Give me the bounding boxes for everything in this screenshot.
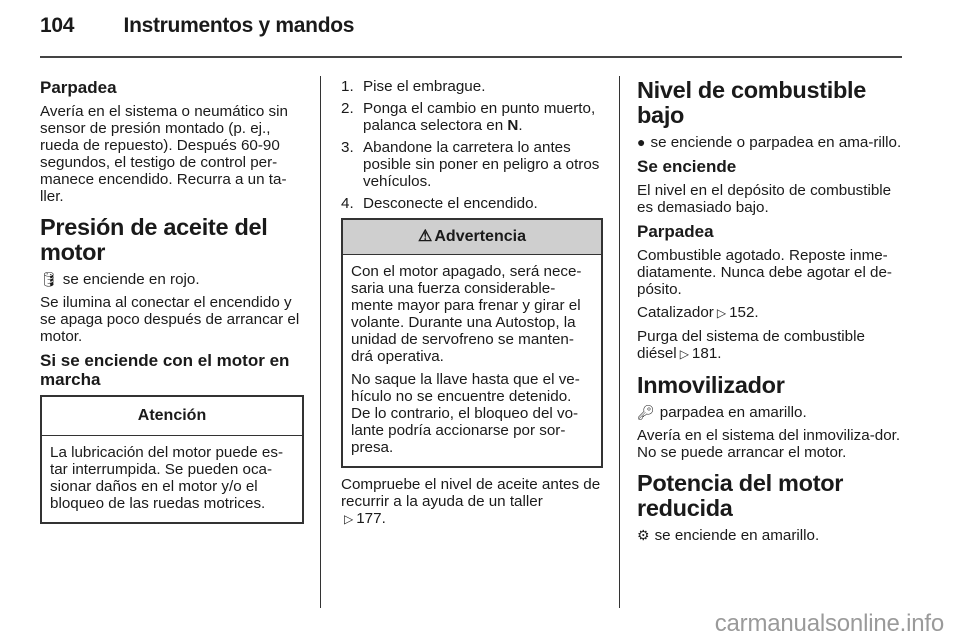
immobilizer-paragraph: Avería en el sistema del inmoviliza-dor. No se puede arrancar el motor. (637, 427, 901, 461)
steps-list (341, 78, 603, 212)
page-number: 104 (40, 14, 75, 37)
attention-title: Atención (42, 397, 302, 436)
page-ref-arrow-icon: ▷ (344, 512, 354, 526)
fuel-heading: Nivel de combustible bajo (637, 77, 867, 128)
oil-can-icon: 🛢︎ (40, 271, 58, 287)
oil-paragraph: Se ilumina al conectar el encendido y se apaga poco después de arrancar el motor. (40, 294, 300, 345)
fuel-indicator-icon: ● (637, 134, 646, 150)
column-1 (40, 78, 304, 532)
blink-heading: Parpadea (40, 78, 117, 97)
column-3 (637, 78, 902, 550)
watermark: carmanualsonline.info (714, 610, 944, 637)
reduced-power-line: ⚙︎ se enciende en amarillo. (637, 527, 820, 544)
check-oil-paragraph: Compruebe el nivel de aceite antes de recurrir a la ayuda de un taller ▷ 177. (341, 476, 601, 527)
column-divider (320, 76, 321, 608)
page-ref-arrow-icon: ▷ (679, 347, 689, 361)
list-item: 4. Desconecte el encendido. (341, 195, 538, 212)
reduced-power-icon: ⚙︎ (637, 527, 650, 543)
immobilizer-heading: Inmovilizador (637, 372, 785, 398)
reduced-power-heading: Potencia del motor reducida (637, 470, 844, 521)
oil-line: 🛢︎ se enciende en rojo. (40, 271, 200, 288)
warning-paragraph: No saque la llave hasta que el ve-hículo no se encuentre detenido. De lo contrario, el bloqueo del vo-lante podría accionarse por sor-presa. (351, 371, 580, 456)
attention-box (40, 395, 304, 524)
on-paragraph: El nivel en el depósito de combustible es demasiado bajo. (637, 182, 892, 216)
page-ref-arrow-icon: ▷ (716, 306, 727, 320)
list-item: 3. Abandone la carretera lo antes posible sin poner en peligro a otros vehículos. (341, 139, 600, 190)
warning-box (341, 218, 603, 468)
list-item: 2. Ponga el cambio en punto muerto, palanca selectora en N. (341, 100, 596, 134)
blink-heading: Parpadea (637, 222, 714, 241)
warning-header (343, 220, 601, 255)
column-divider (619, 76, 620, 608)
header-rule (40, 56, 902, 58)
blink-paragraph: Combustible agotado. Reposte inme-diatamente. Nunca debe agotar el de-pósito. (637, 247, 892, 298)
running-heading: Si se enciende con el motor en marcha (40, 351, 290, 389)
attention-text: La lubricación del motor puede es-tar interrumpida. Se pueden oca-sionar daños en el motor y/o el bloqueo de las ruedas motrices. (50, 444, 284, 512)
column-2 (341, 78, 603, 534)
page-header (40, 14, 902, 54)
page-title: Instrumentos y mandos (123, 14, 355, 37)
list-item: 1. Pise el embrague. (341, 78, 486, 95)
warning-triangle-icon: ⚠︎ (418, 228, 433, 245)
fuel-line: ● se enciende o parpadea en ama-rillo. (637, 134, 902, 151)
catalyst-ref: Catalizador ▷ 152. (637, 304, 759, 321)
immobilizer-icon: 🔑︎ (637, 404, 655, 420)
immobilizer-line: 🔑︎ parpadea en amarillo. (637, 404, 807, 421)
oil-pressure-heading: Presión de aceite del motor (40, 214, 268, 265)
blink-paragraph: Avería en el sistema o neumático sin sensor de presión montado (p. ej., rueda de repuesto). Después 60-90 segundos, el testigo de control per-manece encendido. Recurra a un ta-ller. (40, 103, 288, 205)
on-heading: Se enciende (637, 157, 737, 176)
warning-paragraph: Con el motor apagado, será nece-saria una fuerza considerable-mente mayor para frenar y girar el volante. Durante una Autostop, la unidad de servofreno se manten-drá operativa. (351, 263, 582, 365)
warning-title: Advertencia (434, 228, 526, 245)
purge-ref: Purga del sistema de combustible diésel ▷ 181. (637, 328, 865, 362)
